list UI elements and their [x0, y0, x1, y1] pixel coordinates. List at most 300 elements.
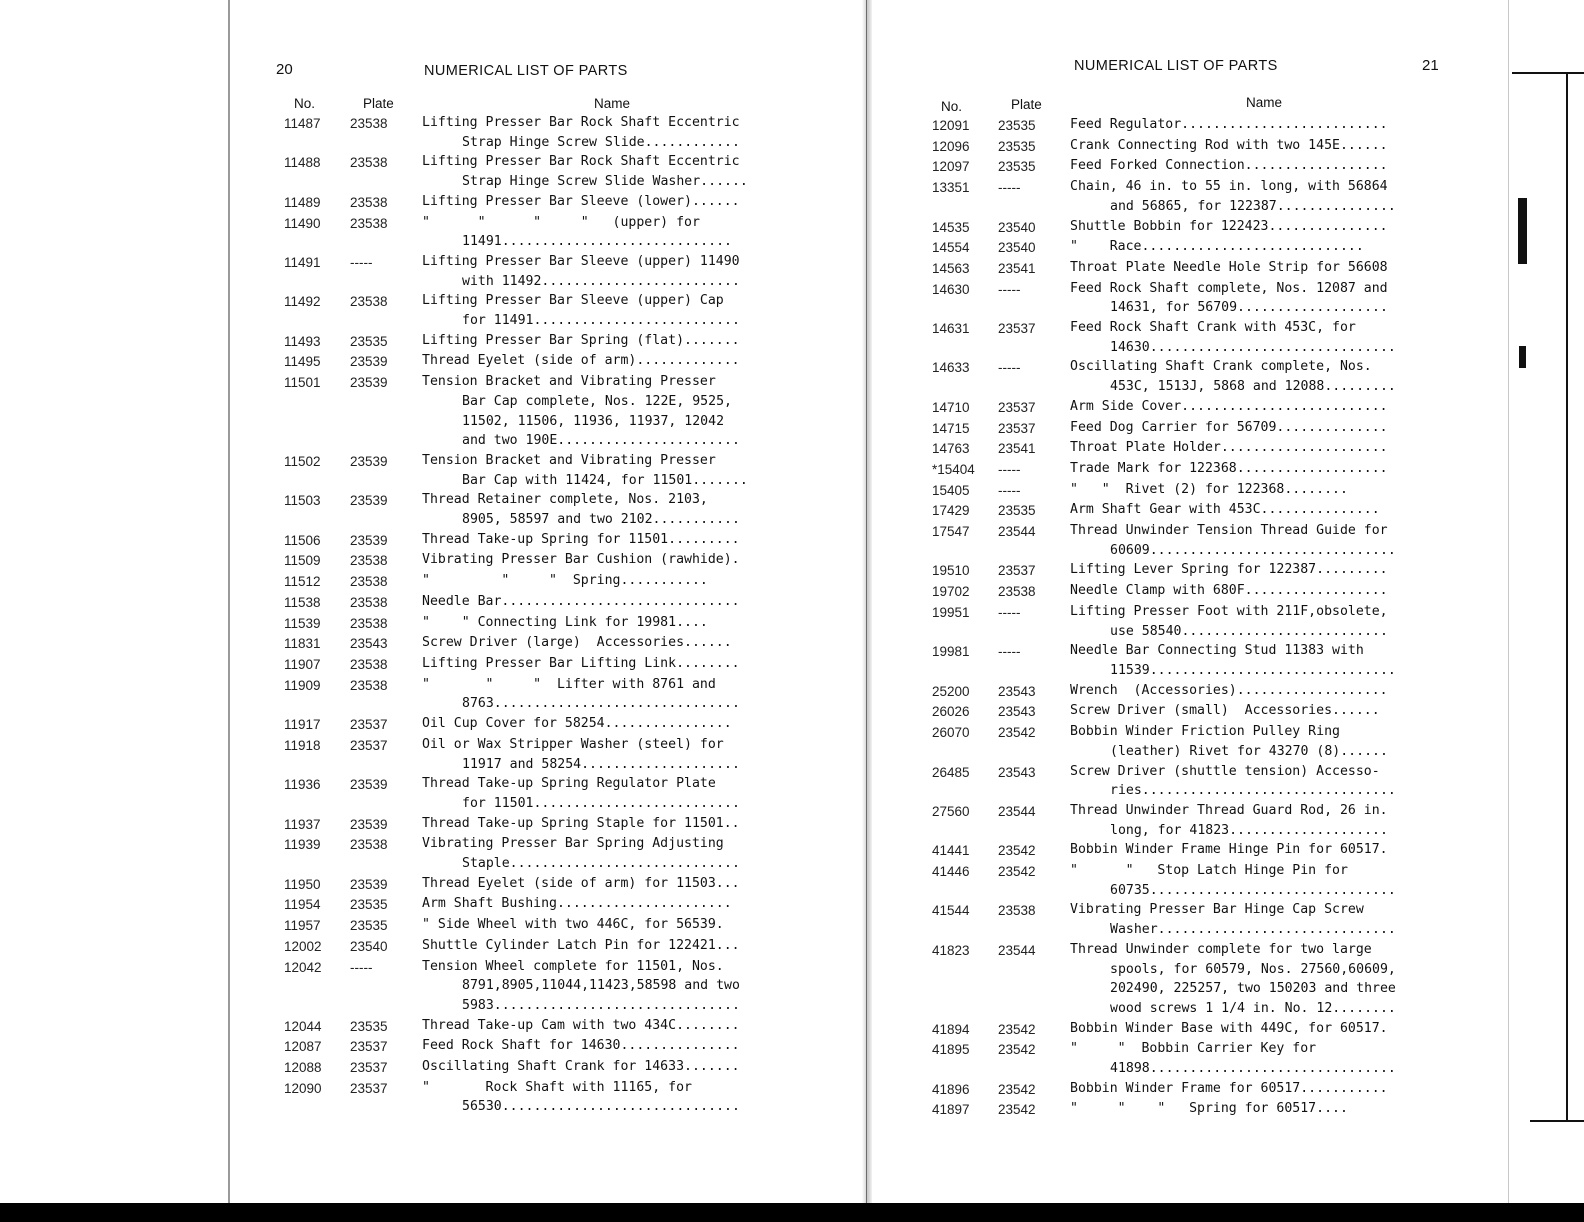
part-row [920, 581, 1480, 602]
column-header-plate: Plate [363, 96, 394, 111]
plate-number: 23544 [998, 803, 1036, 819]
part-name [422, 530, 818, 550]
part-row [272, 735, 832, 774]
gutter-fold-line [866, 0, 867, 1222]
part-name-line: Lifting Presser Bar Rock Shaft Eccentric [422, 154, 740, 170]
part-name-line: Washer.............................. [1110, 922, 1396, 938]
part-number: 11909 [284, 677, 321, 693]
part-name [422, 490, 818, 529]
part-name [422, 613, 818, 633]
plate-number: 23535 [998, 118, 1036, 133]
part-name-line: Bobbin Winder Base with 449C, for 60517. [1070, 1020, 1388, 1036]
part-number: 11957 [284, 918, 321, 934]
plate-number: 23538 [350, 116, 388, 131]
part-name [1070, 801, 1466, 840]
part-name-line: Oscillating Shaft Crank for 14633....... [422, 1059, 740, 1075]
part-name [1070, 459, 1466, 479]
part-name-line: 60735............................... [1110, 882, 1396, 898]
part-name [1070, 397, 1466, 417]
part-name-line: Wrench (Accessories)................... [1070, 682, 1388, 698]
part-row [920, 701, 1480, 722]
plate-number: 23543 [350, 636, 388, 652]
part-number: 41897 [932, 1102, 970, 1118]
scan-bracket-bottom [1530, 1120, 1584, 1122]
part-name-line: Tension Bracket and Vibrating Presser [422, 374, 716, 390]
part-name-line: Feed Rock Shaft for 14630............... [422, 1038, 740, 1054]
part-name-line: Oil or Wax Stripper Washer (steel) for [422, 736, 724, 752]
part-name [422, 774, 818, 813]
part-name-line: (leather) Rivet for 43270 (8)...... [1110, 743, 1388, 759]
part-name-line: Needle Bar.............................. [422, 593, 740, 609]
column-header-name: Name [594, 96, 631, 111]
part-row [920, 279, 1480, 318]
part-number: 26485 [932, 764, 970, 780]
part-name [422, 192, 818, 212]
part-row [920, 397, 1480, 418]
part-number: 11950 [284, 876, 321, 892]
part-number: 11509 [284, 553, 321, 569]
part-number: 11907 [284, 656, 321, 672]
part-number: 11503 [284, 493, 321, 509]
part-row [272, 774, 832, 813]
part-number: 41446 [932, 864, 970, 880]
part-row [272, 915, 832, 936]
part-number: 14535 [932, 219, 970, 235]
part-number: 14710 [932, 399, 970, 415]
part-name-line: Thread Take-up Spring for 11501......... [422, 531, 740, 547]
plate-number: 23539 [350, 354, 388, 370]
plate-number: 23544 [998, 942, 1036, 958]
part-number: 12091 [932, 118, 970, 133]
part-name-line: " " " Spring........... [422, 573, 708, 589]
parts-list [920, 115, 1480, 1120]
part-name-line: Staple............................. [462, 856, 740, 872]
outer-margin-left [0, 0, 228, 1222]
part-number: 11512 [284, 574, 321, 590]
part-name [422, 1057, 818, 1077]
part-number: 14633 [932, 360, 970, 376]
plate-number: ----- [350, 959, 373, 975]
part-name [1070, 1099, 1466, 1119]
part-number: 27560 [932, 803, 970, 819]
plate-number: 23538 [350, 594, 388, 610]
part-name [1070, 438, 1466, 458]
part-name-line: Screw Driver (large) Accessories...... [422, 635, 732, 651]
part-row [272, 814, 832, 835]
plate-number: 23537 [350, 1080, 388, 1096]
part-name-line: long, for 41823.................... [1110, 822, 1388, 838]
part-name-line: 11917 and 58254.................... [462, 756, 740, 772]
page-number: 21 [1422, 57, 1439, 74]
part-name-line: Needle Clamp with 680F.................. [1070, 583, 1388, 599]
plate-number: 23539 [350, 375, 388, 391]
plate-number: 23541 [998, 260, 1036, 276]
part-name [422, 372, 818, 451]
plate-number: 23539 [350, 777, 388, 793]
part-name-line: use 58540.......................... [1110, 623, 1388, 639]
part-name [422, 915, 818, 935]
part-row [920, 177, 1480, 216]
part-name [422, 351, 818, 371]
plate-number: 23539 [350, 493, 388, 509]
plate-number: 23535 [350, 1018, 388, 1034]
plate-number: 23537 [998, 420, 1036, 436]
part-number: 11937 [284, 816, 321, 832]
part-row [920, 940, 1480, 1019]
part-name [1070, 318, 1466, 357]
part-name-line: 453C, 1513J, 5868 and 12088......... [1110, 379, 1396, 395]
plate-number: ----- [998, 644, 1021, 660]
part-name [422, 213, 818, 252]
page-title: NUMERICAL LIST OF PARTS [424, 63, 628, 79]
part-name [422, 834, 818, 873]
part-name-line: " " " " (upper) for [422, 214, 700, 230]
part-name-line: Throat Plate Holder..................... [1070, 440, 1388, 456]
part-name [1070, 217, 1466, 237]
part-name [1070, 940, 1466, 1019]
part-row [272, 654, 832, 675]
part-number: 13351 [932, 180, 970, 196]
part-name-line: ries................................ [1110, 783, 1396, 799]
part-row [272, 633, 832, 654]
part-name-line: Shuttle Cylinder Latch Pin for 122421... [422, 937, 740, 953]
part-name-line: " " Bobbin Carrier Key for [1070, 1041, 1317, 1057]
part-name-line: Lifting Lever Spring for 122387......... [1070, 562, 1388, 578]
plate-number: 23538 [350, 574, 388, 590]
part-name [422, 675, 818, 714]
part-name [422, 957, 818, 1016]
part-number: 12002 [284, 938, 322, 954]
part-name-line: 14631, for 56709................... [1110, 300, 1388, 316]
plate-number: ----- [998, 180, 1021, 196]
part-row [920, 418, 1480, 439]
part-name [422, 654, 818, 674]
part-name-line: and two 190E....................... [462, 433, 740, 449]
part-number: 11491 [284, 254, 321, 270]
part-number: 14763 [932, 441, 970, 457]
part-row [920, 357, 1480, 396]
part-number: 41544 [932, 903, 970, 919]
part-row [272, 1016, 832, 1037]
part-name [422, 252, 818, 291]
plate-number: 23535 [998, 159, 1036, 175]
part-name-line: Thread Eyelet (side of arm)............. [422, 353, 740, 369]
part-name-line: " Side Wheel with two 446C, for 56539. [422, 917, 724, 933]
plate-number: 23538 [350, 155, 388, 171]
part-number: 11506 [284, 532, 321, 548]
part-name [1070, 722, 1466, 761]
plate-number: 23538 [998, 584, 1036, 600]
part-name-line: Lifting Presser Bar Sleeve (upper) Cap [422, 293, 724, 309]
part-row [272, 714, 832, 735]
part-name-line: Bobbin Winder Friction Pulley Ring [1070, 724, 1340, 740]
part-number: 26026 [932, 704, 970, 720]
part-name [1070, 177, 1466, 216]
part-name-line: Screw Driver (shuttle tension) Accesso- [1070, 763, 1380, 779]
part-name-line: 11539............................... [1110, 662, 1396, 678]
part-name-line: Thread Eyelet (side of arm) for 11503... [422, 875, 740, 891]
part-row [272, 530, 832, 551]
part-row [272, 874, 832, 895]
part-name-line: Lifting Presser Bar Rock Shaft Eccentric [422, 115, 740, 130]
part-number: 11502 [284, 453, 321, 469]
part-name [1070, 500, 1466, 520]
plate-number: 23539 [350, 532, 388, 548]
part-name-line: Bar Cap complete, Nos. 122E, 9525, [462, 393, 732, 409]
plate-number: 23537 [998, 399, 1036, 415]
part-name [1070, 681, 1466, 701]
part-row [272, 372, 832, 451]
plate-number: 23535 [350, 918, 388, 934]
part-name-line: Lifting Presser Bar Spring (flat)....... [422, 332, 740, 348]
part-number: 11501 [284, 375, 321, 391]
part-name-line: 202490, 225257, two 150203 and three [1110, 981, 1396, 997]
part-number: 12087 [284, 1039, 322, 1055]
part-name-line: 11491............................. [462, 234, 732, 250]
part-name-line: Crank Connecting Rod with two 145E...... [1070, 137, 1388, 153]
part-name [422, 152, 818, 191]
plate-number: 23538 [350, 553, 388, 569]
part-name-line: Strap Hinge Screw Slide............ [462, 134, 740, 150]
part-row [272, 957, 832, 1016]
part-name-line: Lifting Presser Bar Sleeve (lower)...... [422, 193, 740, 209]
plate-number: 23539 [350, 816, 388, 832]
plate-number: 23543 [998, 683, 1036, 699]
plate-number: 23538 [350, 837, 388, 853]
plate-number: 23537 [350, 1060, 388, 1076]
part-row [272, 613, 832, 634]
part-name-line: " " " Lifter with 8761 and [422, 676, 716, 692]
part-name-line: 41898............................... [1110, 1061, 1396, 1077]
plate-number: 23543 [998, 764, 1036, 780]
part-row [920, 801, 1480, 840]
part-row [272, 351, 832, 372]
part-name [422, 714, 818, 734]
part-number: 12096 [932, 138, 970, 154]
part-number: 12042 [284, 959, 322, 975]
part-name-line: Bobbin Winder Frame Hinge Pin for 60517. [1070, 842, 1388, 858]
part-name-line: 14630............................... [1110, 339, 1396, 355]
part-number: 11493 [284, 333, 321, 349]
part-row [920, 318, 1480, 357]
part-number: 41896 [932, 1081, 970, 1097]
page-edge-left [228, 0, 230, 1222]
part-number: 11917 [284, 717, 321, 733]
part-name-line: Strap Hinge Screw Slide Washer...... [462, 174, 748, 190]
part-name [1070, 418, 1466, 438]
part-row [920, 115, 1480, 136]
part-number: 11831 [284, 636, 321, 652]
part-name-line: Oscillating Shaft Crank complete, Nos. [1070, 359, 1372, 375]
scan-bracket-top [1512, 72, 1584, 74]
scan-bottom-border [0, 1203, 1584, 1222]
part-name-line: Arm Shaft Gear with 453C............... [1070, 502, 1380, 518]
part-name [422, 1078, 818, 1117]
part-row [920, 1099, 1480, 1120]
part-name [1070, 521, 1466, 560]
part-name-line: Vibrating Presser Bar Hinge Cap Screw [1070, 902, 1364, 918]
part-row [272, 936, 832, 957]
part-name [1070, 560, 1466, 580]
part-name-line: 8763............................... [462, 696, 740, 712]
part-name [422, 571, 818, 591]
part-row [920, 500, 1480, 521]
part-name-line: Needle Bar Connecting Stud 11383 with [1070, 643, 1364, 659]
part-number: 11488 [284, 155, 321, 171]
part-name-line: Feed Rock Shaft Crank with 453C, for [1070, 320, 1356, 336]
part-number: 12044 [284, 1018, 322, 1034]
plate-number: 23540 [998, 240, 1036, 256]
plate-number: 23544 [998, 524, 1036, 540]
part-name [1070, 641, 1466, 680]
part-row [272, 592, 832, 613]
part-name-line: Tension Wheel complete for 11501, Nos. [422, 958, 724, 974]
part-name-line: Vibrating Presser Bar Cushion (rawhide). [422, 552, 740, 568]
part-row [920, 217, 1480, 238]
part-row [920, 861, 1480, 900]
part-number: 14631 [932, 321, 970, 337]
part-number: 11954 [284, 897, 321, 913]
part-name [422, 550, 818, 570]
part-number: 19510 [932, 563, 970, 579]
part-name-line: for 11501.......................... [462, 795, 740, 811]
part-name-line: wood screws 1 1/4 in. No. 12........ [1110, 1000, 1396, 1016]
left-page [272, 0, 832, 1200]
part-name [1070, 701, 1466, 721]
part-row [920, 602, 1480, 641]
plate-number: ----- [998, 360, 1021, 376]
part-name-line: " Race............................ [1070, 239, 1364, 255]
plate-number: 23535 [350, 333, 388, 349]
part-row [272, 894, 832, 915]
plate-number: ----- [350, 254, 373, 270]
part-name-line: spools, for 60579, Nos. 27560,60609, [1110, 961, 1396, 977]
plate-number: 23542 [998, 1081, 1036, 1097]
part-row [272, 331, 832, 352]
part-name [422, 735, 818, 774]
plate-number: ----- [998, 281, 1021, 297]
part-row [920, 1039, 1480, 1078]
part-number: 19702 [932, 584, 970, 600]
part-name [1070, 1039, 1466, 1078]
plate-number: 23538 [350, 615, 388, 631]
part-number: 11490 [284, 215, 321, 231]
part-number: 25200 [932, 683, 970, 699]
part-row [920, 900, 1480, 939]
column-header-name: Name [1246, 95, 1283, 110]
part-number: 41441 [932, 843, 970, 859]
part-name [1070, 861, 1466, 900]
plate-number: ----- [998, 604, 1021, 620]
plate-number: 23538 [350, 656, 388, 672]
scan-mark [1519, 346, 1526, 368]
plate-number: 23540 [350, 938, 388, 954]
part-number: 11492 [284, 294, 321, 310]
part-number: 14554 [932, 240, 970, 256]
part-number: 15405 [932, 482, 970, 498]
part-name-line: Lifting Presser Bar Sleeve (upper) 11490 [422, 253, 740, 269]
part-row [272, 252, 832, 291]
part-row [920, 1019, 1480, 1040]
part-name-line: Feed Dog Carrier for 56709.............. [1070, 419, 1388, 435]
part-number: *15404 [932, 461, 975, 477]
part-row [272, 291, 832, 330]
part-number: 11539 [284, 615, 321, 631]
part-row [272, 1057, 832, 1078]
part-row [920, 156, 1480, 177]
part-row [920, 258, 1480, 279]
part-row [920, 560, 1480, 581]
plate-number: 23542 [998, 1021, 1036, 1037]
part-name-line: Lifting Presser Foot with 211F,obsolete, [1070, 603, 1388, 619]
part-name [1070, 581, 1466, 601]
scan-bracket-vertical [1566, 72, 1568, 1122]
part-name-line: Shuttle Bobbin for 122423............... [1070, 218, 1388, 234]
plate-number: 23539 [350, 453, 388, 469]
part-name [422, 874, 818, 894]
part-name-line: with 11492......................... [462, 273, 740, 289]
column-header-no: No. [294, 96, 316, 111]
plate-number: 23538 [350, 215, 388, 231]
part-number: 19981 [932, 644, 970, 660]
part-name-line: 8905, 58597 and two 2102........... [462, 512, 740, 528]
part-name [1070, 279, 1466, 318]
part-number: 41823 [932, 942, 970, 958]
part-row [272, 675, 832, 714]
part-number: 14715 [932, 420, 970, 436]
part-number: 11538 [284, 594, 321, 610]
plate-number: 23535 [350, 897, 388, 913]
part-row [920, 641, 1480, 680]
part-number: 19951 [932, 604, 970, 620]
plate-number: 23537 [350, 717, 388, 733]
part-name-line: Vibrating Presser Bar Spring Adjusting [422, 836, 724, 852]
part-row [920, 762, 1480, 801]
plate-number: 23542 [998, 1042, 1036, 1058]
part-name-line: Bar Cap with 11424, for 11501....... [462, 472, 748, 488]
part-number: 11489 [284, 194, 321, 210]
part-row [920, 681, 1480, 702]
part-name [1070, 115, 1466, 135]
plate-number: 23537 [998, 321, 1036, 337]
part-name [1070, 237, 1466, 257]
part-row [920, 722, 1480, 761]
part-name [1070, 136, 1466, 156]
plate-number: 23542 [998, 864, 1036, 880]
part-name [1070, 762, 1466, 801]
column-header-no: No. [941, 99, 963, 114]
part-name [422, 936, 818, 956]
part-row [272, 451, 832, 490]
part-name [1070, 357, 1466, 396]
part-number: 14563 [932, 260, 970, 276]
part-name-line: " " Stop Latch Hinge Pin for [1070, 863, 1348, 879]
plate-number: 23538 [998, 903, 1036, 919]
part-row [920, 237, 1480, 258]
part-name [1070, 258, 1466, 278]
part-name-line: " " Rivet (2) for 122368........ [1070, 481, 1348, 497]
part-row [272, 192, 832, 213]
part-row [920, 136, 1480, 157]
part-row [920, 1079, 1480, 1100]
plate-number: 23543 [998, 704, 1036, 720]
part-number: 11495 [284, 354, 321, 370]
part-number: 11918 [284, 737, 321, 753]
part-row [272, 152, 832, 191]
part-name-line: Arm Side Cover.......................... [1070, 398, 1388, 414]
part-number: 41894 [932, 1021, 970, 1037]
plate-number: ----- [998, 461, 1021, 477]
